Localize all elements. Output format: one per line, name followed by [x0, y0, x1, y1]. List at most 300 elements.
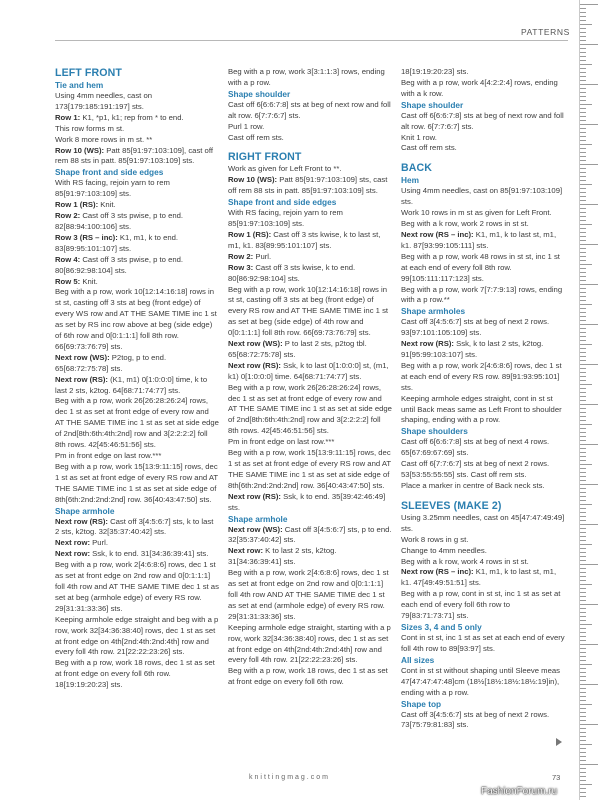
- instruction-paragraph: Cast off 3[4:5:6:7] sts at beg of next 2 rows. 73[75:79:81:83] sts.: [401, 709, 550, 730]
- ruler-tick: [580, 148, 586, 149]
- ruler-tick: [580, 64, 592, 65]
- row-label: Row 1 (RS):: [228, 229, 272, 239]
- ruler-tick: [580, 448, 586, 449]
- ruler-tick: [580, 152, 586, 153]
- ruler-tick: [580, 364, 598, 365]
- instruction-paragraph: [401, 567, 565, 589]
- ruler-tick: [580, 528, 586, 529]
- ruler-tick: [580, 640, 586, 641]
- instruction-paragraph: [55, 255, 219, 277]
- instruction-paragraph: Cast off rem sts.: [401, 143, 457, 153]
- ruler-tick: [580, 460, 586, 461]
- instruction-paragraph: With RS facing, rejoin yarn to rem 85[91:97:103:109] sts.: [228, 208, 343, 229]
- instruction-paragraph: [55, 517, 219, 539]
- ruler-tick: [580, 172, 586, 173]
- ruler-tick: [580, 124, 598, 125]
- row-label: Row 5:: [55, 276, 81, 286]
- header-rule: [55, 40, 568, 41]
- instruction-paragraph: Beg with a p row, work 48 rows in st st, inc 1 st at each end of every foll 8th row. 99[105:111:117:123] sts.: [401, 251, 560, 283]
- instruction-text: K to last 2 sts, k2tog. 31[34:36:39:41] sts.: [228, 546, 337, 567]
- subsection-heading: Shape armholes: [401, 306, 466, 317]
- instruction-text: Patt 85[91:97:103:109], cast off rem 88 sts in patt. 85[91:97:103:109] sts.: [55, 145, 213, 166]
- instruction-paragraph: Beg with a p row, work 18 rows, dec 1 st as set at front edge on every foll 6th row.: [228, 666, 388, 687]
- ruler-tick: [580, 4, 598, 5]
- ruler-tick: [580, 100, 586, 101]
- ruler-tick: [580, 60, 586, 61]
- ruler-tick: [580, 56, 586, 57]
- instruction-text: Cast off 3[4:5:6:7] sts, k to last 2 sts, k2tog. 32[35:37:40:42] sts.: [55, 516, 214, 537]
- ruler-tick: [580, 676, 586, 677]
- ruler-tick: [580, 796, 586, 797]
- instruction-paragraph: [228, 339, 392, 361]
- ruler-tick: [580, 700, 586, 701]
- instruction-paragraph: Work as given for Left Front to **.: [228, 164, 342, 174]
- instruction-paragraph: [55, 375, 219, 397]
- ruler-tick: [580, 276, 586, 277]
- instruction-text: Cast off 3 sts pwise, p to end. 80[86:92:98:104] sts.: [55, 254, 184, 275]
- ruler-tick: [580, 256, 586, 257]
- ruler-tick: [580, 220, 586, 221]
- ruler-tick: [580, 348, 586, 349]
- ruler-tick: [580, 452, 586, 453]
- ruler-tick: [580, 576, 586, 577]
- ruler-tick: [580, 388, 586, 389]
- ruler-tick: [580, 684, 598, 685]
- ruler-tick: [580, 664, 592, 665]
- ruler-tick: [580, 280, 586, 281]
- instruction-text: (K1, m1) 0[1:0:0:0] time, k to last 2 sts, k2tog. 64[68:71:74:77] sts.: [55, 374, 208, 395]
- instruction-paragraph: Keeping armhole edges straight, cont in st st until Back meas same as Left Front to shoulder shaping, ending with a p row.: [401, 393, 562, 425]
- ruler-tick: [580, 412, 586, 413]
- measuring-ruler: [579, 0, 613, 800]
- ruler-tick: [580, 192, 586, 193]
- instruction-text: K1, m1, k to last st, m1, k1. 47[49:49:51:51] sts.: [401, 567, 557, 588]
- instruction-paragraph: Beg with a p row, work 2[4:6:8:6] rows, dec 1 st as set at front edge on 2nd row and 0[0:1:1:1] foll 4th row and AT THE SAME TIME dec 1 st as set at beg (armhole edge) of every RS row. 29[31:31:33:36] sts.: [55, 560, 219, 613]
- ruler-tick: [580, 600, 586, 601]
- ruler-tick: [580, 304, 592, 305]
- instruction-paragraph: [55, 233, 219, 255]
- ruler-tick: [580, 40, 586, 41]
- ruler-tick: [580, 52, 586, 53]
- ruler-tick: [580, 344, 592, 345]
- ruler-tick: [580, 208, 586, 209]
- instruction-paragraph: Beg with a p row, work 2[4:6:8:6] rows, dec 1 st as set at front edge on 2nd row and 0[0:1:1:1] foll 4th row AND AT THE SAME TIME dec 1 st as set at end (armhole edge) of every RS row. 29[31:31:33:36] sts.: [228, 568, 389, 621]
- ruler-tick: [580, 396, 586, 397]
- subsection-heading: Shape armhole: [55, 505, 115, 516]
- ruler-tick: [580, 556, 586, 557]
- row-label: Next row (RS – inc):: [401, 229, 474, 239]
- instruction-paragraph: Beg with a p row, work 2[4:6:8:6] rows, dec 1 st at each end of every RS row. 89[91:93:95:101] sts.: [401, 360, 562, 392]
- ruler-tick: [580, 180, 586, 181]
- ruler-tick: [580, 492, 586, 493]
- ruler-tick: [580, 632, 586, 633]
- instruction-paragraph: 18[19:19:20:23] sts.: [401, 67, 469, 76]
- row-label: Next row (WS):: [228, 339, 283, 349]
- instruction-paragraph: Work 8 rows in g st.: [401, 534, 469, 544]
- ruler-tick: [580, 176, 586, 177]
- ruler-tick: [580, 260, 586, 261]
- instruction-paragraph: With RS facing, rejoin yarn to rem 85[91:97:103:109] sts.: [55, 178, 170, 199]
- instruction-paragraph: Beg with a p row, cont in st st, inc 1 st as set at each end of every foll 6th row to 79[83:71:73:71] sts.: [401, 589, 561, 621]
- ruler-tick: [580, 236, 586, 237]
- ruler-tick: [580, 132, 586, 133]
- instruction-text: Ssk, k to end. 35[39:42:46:49] sts.: [228, 491, 386, 512]
- ruler-tick: [580, 624, 592, 625]
- row-label: Next row (WS):: [228, 524, 283, 534]
- ruler-tick: [580, 104, 592, 105]
- row-label: Next row:: [55, 538, 91, 548]
- ruler-tick: [580, 32, 586, 33]
- instruction-text: Ssk, k to end. 31[34:36:39:41] sts.: [90, 549, 209, 559]
- ruler-tick: [580, 580, 586, 581]
- ruler-tick: [580, 164, 598, 165]
- ruler-tick: [580, 308, 586, 309]
- ruler-tick: [580, 604, 598, 605]
- ruler-tick: [580, 728, 586, 729]
- ruler-tick: [580, 476, 586, 477]
- instruction-text: K1, *p1, k1; rep from * to end.: [80, 112, 184, 122]
- ruler-tick: [580, 68, 586, 69]
- instruction-paragraph: Keeping armhole edge straight and beg with a p row, work 32[34:36:38:40] rows, dec 1 st as set at front edge on 4th[2nd:4th:2nd:4th] row and every foll 4th row. 21[22:22:23:26] sts.: [55, 614, 219, 657]
- ruler-tick: [580, 120, 586, 121]
- ruler-tick: [580, 704, 592, 705]
- ruler-tick: [580, 300, 586, 301]
- instruction-paragraph: [401, 230, 565, 252]
- row-label: Next row (RS):: [55, 516, 108, 526]
- ruler-tick: [580, 392, 586, 393]
- instruction-paragraph: Beg with a p row, work 18 rows, dec 1 st as set at front edge on every foll 6th row. 18[19:19:20:23] sts.: [55, 658, 215, 690]
- instruction-paragraph: Cast off 6[6:6:7:8] sts at beg of next 4 rows. 65[67:69:67:69] sts.: [401, 437, 550, 458]
- ruler-tick: [580, 672, 586, 673]
- ruler-tick: [580, 36, 586, 37]
- instruction-paragraph: Work 10 rows in m st as given for Left Front. Beg with a k row, work 2 rows in st st.: [401, 208, 552, 229]
- ruler-tick: [580, 372, 586, 373]
- footer-website: knittingmag.com: [249, 774, 330, 781]
- instruction-paragraph: [55, 353, 219, 375]
- ruler-tick: [580, 28, 586, 29]
- ruler-tick: [580, 116, 586, 117]
- ruler-tick: [580, 340, 586, 341]
- ruler-tick: [580, 400, 586, 401]
- ruler-tick: [580, 512, 586, 513]
- instruction-text: Cast off 3[4:5:6:7] sts, p to end. 32[35:37:40:42] sts.: [228, 524, 392, 545]
- instruction-paragraph: [228, 252, 392, 263]
- ruler-tick: [580, 536, 586, 537]
- watermark: FashionForum.ru: [481, 786, 558, 797]
- row-label: Row 10 (WS):: [55, 145, 105, 155]
- ruler-tick: [580, 80, 586, 81]
- ruler-tick: [580, 516, 586, 517]
- instruction-paragraph: [55, 538, 219, 549]
- ruler-tick: [580, 592, 586, 593]
- ruler-tick: [580, 732, 586, 733]
- ruler-tick: [580, 436, 586, 437]
- row-label: Next row (RS – inc):: [401, 567, 474, 577]
- instruction-paragraph: Cast off rem sts.: [228, 132, 284, 142]
- instruction-paragraph: Beg with a p row, work 10[12:14:16:18] rows in st st, casting off 3 sts at beg (front edge) of every WS row and AT THE SAME TIME inc 1 st as set by RS inc row above at beg (side edge) of 6th row and 0[0:1:1:1] foll 8th row. 66[69:73:76:79] sts.: [55, 287, 217, 351]
- ruler-tick: [580, 736, 586, 737]
- row-label: Row 3:: [228, 262, 254, 272]
- ruler-tick: [580, 608, 586, 609]
- instruction-paragraph: Work 8 more rows in m st. **: [55, 134, 153, 144]
- subsection-heading: Shape shoulder: [401, 99, 464, 110]
- ruler-tick: [580, 540, 586, 541]
- ruler-tick: [580, 504, 592, 505]
- ruler-tick: [580, 468, 586, 469]
- ruler-tick: [580, 724, 598, 725]
- instruction-paragraph: Cast off 6[6:6:7:8] sts at beg of next row and foll alt row. 6[7:7:6:7] sts.: [228, 99, 391, 120]
- ruler-tick: [580, 780, 586, 781]
- ruler-tick: [580, 456, 586, 457]
- ruler-tick: [580, 136, 586, 137]
- instruction-paragraph: [228, 525, 392, 547]
- ruler-tick: [580, 532, 586, 533]
- ruler-tick: [580, 204, 598, 205]
- subsection-heading: Sizes 3, 4 and 5 only: [401, 621, 482, 632]
- ruler-tick: [580, 248, 586, 249]
- ruler-tick: [580, 156, 586, 157]
- ruler-tick: [580, 84, 598, 85]
- ruler-tick: [580, 744, 592, 745]
- ruler-tick: [580, 244, 598, 245]
- subsection-heading: Tie and hem: [55, 80, 104, 90]
- row-label: Next row (RS):: [55, 374, 108, 384]
- ruler-tick: [580, 548, 586, 549]
- ruler-tick: [580, 432, 586, 433]
- ruler-tick: [580, 652, 586, 653]
- ruler-tick: [580, 620, 586, 621]
- ruler-tick: [580, 692, 586, 693]
- section-heading: SLEEVES (MAKE 2): [401, 499, 502, 512]
- subsection-heading: Shape shoulders: [401, 426, 468, 437]
- ruler-tick: [580, 564, 598, 565]
- ruler-tick: [580, 656, 586, 657]
- section-heading: LEFT FRONT: [55, 67, 122, 79]
- ruler-tick: [580, 552, 586, 553]
- instruction-paragraph: [55, 211, 219, 233]
- subsection-heading: Shape top: [401, 698, 442, 709]
- row-label: Row 1:: [55, 112, 81, 122]
- ruler-tick: [580, 588, 586, 589]
- row-label: Row 2:: [55, 211, 81, 221]
- ruler-tick: [580, 772, 586, 773]
- row-label: Next row (WS):: [55, 352, 110, 362]
- ruler-tick: [580, 264, 592, 265]
- ruler-tick: [580, 508, 586, 509]
- row-label: Row 3 (RS – inc):: [55, 232, 118, 242]
- row-label: Next row:: [228, 546, 264, 556]
- ruler-tick: [580, 628, 586, 629]
- section-label: PATTERNS: [521, 27, 570, 37]
- ruler-tick: [580, 756, 586, 757]
- row-label: Row 2:: [228, 251, 254, 261]
- instruction-paragraph: [228, 263, 392, 285]
- ruler-tick: [580, 368, 586, 369]
- ruler-tick: [580, 200, 586, 201]
- instruction-text: Cast off 3 sts kwise, k to last st, m1, k1. 83[89:95:101:107] sts.: [228, 229, 381, 250]
- section-heading: BACK: [401, 162, 433, 175]
- instruction-paragraph: [55, 200, 219, 211]
- subsection-heading: Shape front and side edges: [228, 197, 337, 208]
- instruction-paragraph: Cast off 6[6:6:7:8] sts at beg of next row and foll alt row. 6[7:7:6:7] sts.: [401, 110, 564, 131]
- ruler-tick: [580, 420, 586, 421]
- ruler-tick: [580, 584, 592, 585]
- instruction-paragraph: Beg with a p row, work 4[4:2:2:4] rows, ending with a k row.: [401, 77, 558, 98]
- instruction-paragraph: [228, 361, 392, 383]
- instruction-paragraph: Cast off 6[7:7:6:7] sts at beg of next 2 rows. 53[53:55:55:55] sts. Cast off rem sts.: [401, 459, 550, 480]
- ruler-tick: [580, 188, 586, 189]
- ruler-tick: [580, 424, 592, 425]
- ruler-tick: [580, 352, 586, 353]
- ruler-tick: [580, 384, 592, 385]
- ruler-tick: [580, 496, 586, 497]
- ruler-tick: [580, 8, 586, 9]
- ruler-tick: [580, 268, 586, 269]
- instruction-paragraph: Beg with a p row, work 15[13:9:11:15] rows, dec 1 st as set at front edge of every RS row and AT THE SAME TIME inc 1 st as set at side edge of 8th[6th:2nd:2nd:2nd] row. 36[40:43:47:50] sts.: [228, 448, 391, 490]
- ruler-tick: [580, 312, 586, 313]
- ruler-tick: [580, 720, 586, 721]
- ruler-tick: [580, 336, 586, 337]
- instruction-paragraph: [228, 492, 392, 514]
- instruction-paragraph: [401, 339, 565, 361]
- instruction-paragraph: Beg with a p row, work 7[7:7:9:13] rows, ending with a p row.**: [401, 284, 563, 305]
- ruler-tick: [580, 560, 586, 561]
- ruler-tick: [580, 356, 586, 357]
- ruler-tick: [580, 612, 586, 613]
- instruction-paragraph: Beg with a p row, work 26[26:28:26:24] rows, dec 1 st as set at front edge of every row and AT THE SAME TIME inc 1 st as set at side edge of 2nd[8th:6th:4th:2nd] row and 3[2:2:2:2] foll 8th rows. 42[45:46:51:56] sts.: [228, 382, 392, 436]
- ruler-tick: [580, 680, 586, 681]
- ruler-tick: [580, 488, 586, 489]
- ruler-tick: [580, 440, 586, 441]
- ruler-tick: [580, 108, 586, 109]
- ruler-tick: [580, 228, 586, 229]
- instruction-paragraph: Pm in front edge on last row.***: [55, 451, 162, 460]
- ruler-tick: [580, 140, 586, 141]
- ruler-tick: [580, 48, 586, 49]
- row-label: Row 10 (WS):: [228, 175, 278, 185]
- ruler-tick: [580, 784, 592, 785]
- ruler-tick: [580, 184, 592, 185]
- ruler-tick: [580, 464, 592, 465]
- ruler-tick: [580, 648, 586, 649]
- ruler-tick: [580, 740, 586, 741]
- instruction-paragraph: Change to 4mm needles.: [401, 545, 487, 555]
- instruction-paragraph: [228, 230, 392, 252]
- row-label: Next row:: [55, 549, 91, 559]
- ruler-tick: [580, 636, 586, 637]
- instruction-text: K1, m1, k to last st, m1, k1. 87[93:99:105:111] sts.: [401, 229, 557, 250]
- ruler-tick: [580, 568, 586, 569]
- ruler-tick: [580, 712, 586, 713]
- page-number: 73: [552, 773, 561, 782]
- ruler-tick: [580, 16, 586, 17]
- row-label: Next row (RS):: [401, 339, 454, 349]
- ruler-tick: [580, 716, 586, 717]
- section-heading: RIGHT FRONT: [228, 151, 302, 164]
- ruler-tick: [580, 320, 586, 321]
- instruction-paragraph: Beg with a p row, work 26[26:28:26:24] rows, dec 1 st as set at front edge of every row and AT THE SAME TIME inc 1 st as set at side edge of 2nd[8th:6th:4th:2nd] row and 3[2:2:2:2] foll 8th rows. 42[45:46:51:56] sts.: [55, 396, 219, 450]
- instruction-paragraph: Cast off 3[4:5:6:7] sts at beg of next 2 rows. 93[97:101:105:109] sts.: [401, 317, 550, 338]
- ruler-tick: [580, 484, 598, 485]
- ruler-tick: [580, 668, 586, 669]
- ruler-tick: [580, 696, 586, 697]
- ruler-tick: [580, 572, 586, 573]
- row-label: Row 1 (RS):: [55, 200, 99, 210]
- ruler-tick: [580, 644, 598, 645]
- instruction-paragraph: [228, 175, 392, 197]
- ruler-tick: [580, 360, 586, 361]
- ruler-tick: [580, 224, 592, 225]
- subsection-heading: All sizes: [401, 654, 435, 665]
- ruler-tick: [580, 296, 586, 297]
- instruction-text: Purl.: [90, 538, 108, 548]
- ruler-tick: [580, 72, 586, 73]
- ruler-tick: [580, 212, 586, 213]
- instruction-paragraph: [55, 146, 219, 168]
- ruler-tick: [580, 544, 592, 545]
- ruler-tick: [580, 376, 586, 377]
- ruler-tick: [580, 168, 586, 169]
- ruler-tick: [580, 428, 586, 429]
- ruler-tick: [580, 760, 586, 761]
- ruler-tick: [580, 92, 586, 93]
- ruler-tick: [580, 764, 598, 765]
- ruler-tick: [580, 232, 586, 233]
- ruler-tick: [580, 284, 598, 285]
- instruction-paragraph: Beg with a p row, work 15[13:9:11:15] rows, dec 1 st as set at front edge of every RS row and AT THE SAME TIME inc 1 st as set at side edge of 8th[6th:2nd:2nd:2nd] row. 36[40:43:47:50] sts.: [55, 461, 218, 504]
- instruction-paragraph: [55, 113, 219, 124]
- ruler-tick: [580, 776, 586, 777]
- instruction-text: Knit.: [80, 276, 98, 286]
- instruction-text: Cast off 3 sts kwise, k to end. 80[86:92:98:104] sts.: [228, 262, 356, 283]
- pattern-column-1: [55, 67, 219, 691]
- ruler-tick: [580, 416, 586, 417]
- row-label: Next row (RS):: [228, 360, 281, 370]
- instruction-paragraph: [55, 549, 219, 560]
- instruction-paragraph: Using 4mm needles, cast on 85[91:97:103:109] sts.: [401, 186, 563, 207]
- ruler-tick: [580, 20, 586, 21]
- instruction-text: Ssk, k to last 0[1:0:0:0] st, (m1, k1) 0[1:0:0:0] time. 64[68:71:74:77] sts.: [228, 360, 389, 381]
- ruler-tick: [580, 12, 586, 13]
- continue-arrow-icon: [556, 738, 562, 746]
- ruler-tick: [580, 660, 586, 661]
- ruler-tick: [580, 444, 598, 445]
- ruler-tick: [580, 688, 586, 689]
- ruler-tick: [580, 596, 586, 597]
- instruction-text: P2tog, p to end. 65[68:72:75:78] sts.: [55, 352, 167, 373]
- instruction-text: Cast off 3 sts pwise, p to end. 82[88:94:100:106] sts.: [55, 211, 184, 231]
- instruction-text: Knit.: [98, 200, 116, 210]
- ruler-tick: [580, 112, 586, 113]
- ruler-tick: [580, 316, 586, 317]
- ruler-tick: [580, 128, 586, 129]
- subsection-heading: Shape armhole: [228, 513, 288, 524]
- row-label: Row 4:: [55, 254, 81, 264]
- subsection-heading: Shape front and side edges: [55, 167, 164, 178]
- ruler-tick: [580, 272, 586, 273]
- instruction-text: P to last 2 sts, p2tog tbl. 65[68:72:75:78] sts.: [228, 339, 367, 359]
- instruction-text: Patt 85[91:97:103:109] sts, cast off rem 88 sts in patt. 85[91:97:103:109] sts.: [228, 175, 388, 196]
- ruler-tick: [580, 196, 586, 197]
- instruction-paragraph: Knit 1 row.: [401, 132, 437, 142]
- ruler-tick: [580, 288, 586, 289]
- ruler-tick: [580, 708, 586, 709]
- ruler-tick: [580, 524, 598, 525]
- ruler-tick: [580, 472, 586, 473]
- ruler-tick: [580, 88, 586, 89]
- ruler-tick: [580, 252, 586, 253]
- ruler-tick: [580, 328, 586, 329]
